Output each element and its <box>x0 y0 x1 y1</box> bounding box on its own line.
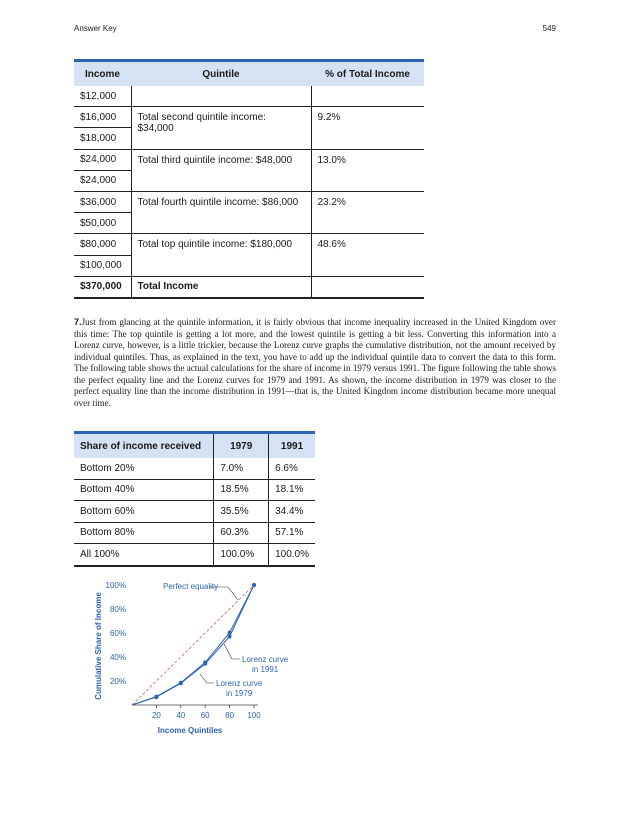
table-row <box>74 479 315 501</box>
cell-quintile <box>131 86 311 107</box>
cell-total-percent <box>311 276 424 298</box>
x-tick-label: 100 <box>247 711 261 720</box>
cell-share: Bottom 60% <box>74 501 214 523</box>
table-row <box>74 501 315 523</box>
cell-percent <box>311 86 424 107</box>
cell-income: $12,000 <box>74 86 131 107</box>
x-axis-title: Income Quintiles <box>157 726 223 735</box>
x-tick-label: 20 <box>151 711 161 720</box>
y-tick-label: 80% <box>109 605 126 614</box>
table-row <box>74 191 424 212</box>
cell-quintile: Total third quintile income: $48,000 <box>131 149 311 191</box>
cell-income: $100,000 <box>74 255 131 276</box>
cell-income: $24,000 <box>74 149 131 170</box>
data-point <box>228 634 232 638</box>
table-header-row <box>74 61 424 87</box>
col-header-quintile: Quintile <box>131 61 311 87</box>
annotation-leader <box>200 674 214 683</box>
table-row <box>74 149 424 170</box>
cell-1991: 57.1% <box>269 522 315 544</box>
page-number: 549 <box>542 24 556 33</box>
cell-percent: 9.2% <box>311 107 424 149</box>
col-header-share: Share of income received <box>74 433 214 459</box>
cell-income: $16,000 <box>74 107 131 128</box>
answer-paragraph <box>74 317 556 409</box>
cell-income: $80,000 <box>74 234 131 255</box>
cell-percent: 48.6% <box>311 234 424 276</box>
cell-income: $50,000 <box>74 213 131 234</box>
annotation-perfect-equality: Perfect equality <box>163 582 219 591</box>
cell-1979: 7.0% <box>214 458 269 479</box>
cell-1991: 6.6% <box>269 458 315 479</box>
y-tick-label: 100% <box>105 581 126 590</box>
cell-total-label: Total Income <box>131 276 311 298</box>
cell-income: $24,000 <box>74 170 131 191</box>
cell-share: Bottom 40% <box>74 479 214 501</box>
table-row <box>74 234 424 255</box>
y-tick-label: 40% <box>109 653 126 662</box>
col-header-1979: 1979 <box>214 433 269 459</box>
data-point <box>252 583 256 587</box>
data-point <box>179 681 183 685</box>
table-row <box>74 86 424 107</box>
table-row <box>74 522 315 544</box>
annotation-lorenz-1979-year: in 1979 <box>226 689 253 698</box>
income-quintile-table <box>74 59 424 299</box>
cell-quintile: Total top quintile income: $180,000 <box>131 234 311 276</box>
answer-text: Just from glancing at the quintile information, it is fairly obvious that income inequality increased in the United Kingdom over this time: The top quintile is getting a lot more, and the lowest quintile is getting a bit less. Converting this information into a Lorenz curve, however, is a little trickier, because the Lorenz curve graphs the cumulative distribution, not the amount received by individual quintiles. Thus, as explained in the text, you have to add up the individual quintile data to convert the data to this form. The following table shows the actual calculations for the share of income in 1979 versus 1991. The figure following the table shows the perfect equality line and the Lorenz curves for 1979 and 1991. As shown, the income distribution in 1979 was closer to the perfect equality line than the income distribution in 1991—that is, the United Kingdom income distribution became more unequal over time. <box>74 317 556 408</box>
cell-1979: 35.5% <box>214 501 269 523</box>
table-row <box>74 107 424 128</box>
cell-1979: 18.5% <box>214 479 269 501</box>
x-tick-label: 40 <box>176 711 186 720</box>
cell-income: $18,000 <box>74 128 131 149</box>
cell-1979: 100.0% <box>214 544 269 566</box>
cell-share: Bottom 80% <box>74 522 214 544</box>
table-row <box>74 544 315 566</box>
income-share-table <box>74 431 315 567</box>
col-header-income: Income <box>74 61 131 87</box>
cell-share: Bottom 20% <box>74 458 214 479</box>
data-point <box>203 662 207 666</box>
total-row <box>74 276 424 298</box>
data-point <box>154 695 158 699</box>
lorenz-curve-chart <box>90 578 330 738</box>
annotation-lorenz-1991: Lorenz curve <box>242 655 289 664</box>
cell-percent: 13.0% <box>311 149 424 191</box>
question-number: 7. <box>74 317 82 327</box>
col-header-percent: % of Total Income <box>311 61 424 87</box>
col-header-1991: 1991 <box>269 433 315 459</box>
y-tick-label: 60% <box>109 629 126 638</box>
annotation-lorenz-1991-year: in 1991 <box>252 665 279 674</box>
cell-1979: 60.3% <box>214 522 269 544</box>
cell-total-income: $370,000 <box>74 276 131 298</box>
cell-percent: 23.2% <box>311 191 424 233</box>
annotation-leader <box>224 644 240 659</box>
cell-quintile: Total fourth quintile income: $86,000 <box>131 191 311 233</box>
x-tick-label: 60 <box>200 711 210 720</box>
page-header-title: Answer Key <box>74 24 117 33</box>
annotation-lorenz-1979: Lorenz curve <box>216 679 263 688</box>
cell-share: All 100% <box>74 544 214 566</box>
y-axis-title: Cumulative Share of Income <box>94 592 103 700</box>
x-tick-label: 80 <box>225 711 235 720</box>
cell-1991: 18.1% <box>269 479 315 501</box>
table-row <box>74 458 315 479</box>
cell-quintile: Total second quintile income: $34,000 <box>131 107 311 149</box>
cell-income: $36,000 <box>74 191 131 212</box>
y-tick-label: 20% <box>109 677 126 686</box>
table-header-row <box>74 433 315 459</box>
cell-1991: 100.0% <box>269 544 315 566</box>
cell-1991: 34.4% <box>269 501 315 523</box>
